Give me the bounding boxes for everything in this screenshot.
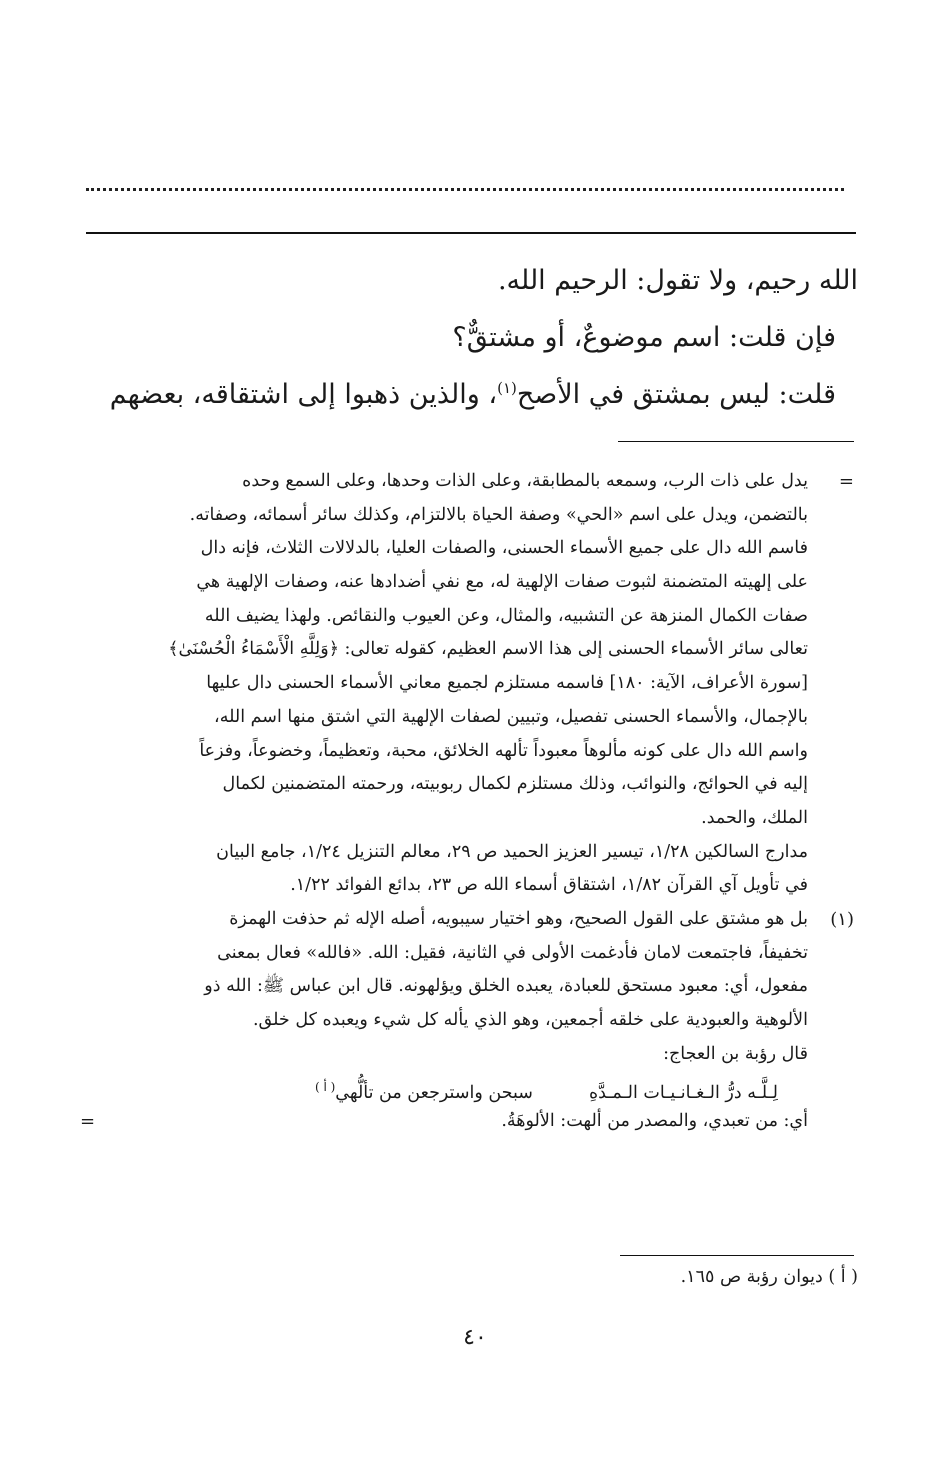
main-line-3-b: ، والذين ذهبوا إلى اشتقاقه، بعضهم (109, 379, 498, 410)
footnote-line: تعالى سائر الأسماء الحسنى إلى هذا الاسم العظيم، كقوله تعالى: ﴿وَلِلَّهِ الْأَسْمَاءُ الْحُسْنَىٰ﴾ (168, 639, 808, 660)
footnote-line: قال رؤبة بن العجاج: (663, 1043, 808, 1064)
second-footnote-rule (620, 1255, 854, 1256)
footnote-line: إليه في الحوائج، والنوائب، وذلك مستلزم لكمال ربوبيته، ورحمته المتضمنين لكمال (222, 774, 808, 795)
main-line-3-a: قلت: ليس بمشتق في الأصح (516, 379, 836, 410)
verse-first-hemistich: لِـلَّـه درُّ الـغـانـيـات الـمـدَّهِ (588, 1083, 778, 1104)
footnote-line: فاسم الله دال على جميع الأسماء الحسنى، والصفات العليا، بالدلالات الثلاث، فإنه دال (200, 538, 808, 559)
footnote-line: (١) بل هو مشتق على القول الصحيح، وهو اختيار سيبويه، أصله الإله ثم حذفت الهمزة (86, 903, 858, 937)
footnote-line: الملك، والحمد. (701, 807, 808, 828)
second-footnote: ( أ ) ديوان رؤبة ص ١٦٥. (680, 1267, 858, 1287)
footnote-line: في تأويل آي القرآن ١/٨٢، اشتقاق أسماء الله ص ٢٣، بدائع الفوائد ١/٢٢. (290, 875, 808, 896)
main-line-2: فإن قلت: اسم موضوعٌ، أو مشتقٌّ؟ (452, 322, 836, 353)
footnote-ref-1: (١) (497, 379, 517, 397)
footnote-line: على إلهيته المتضمنة لثبوت صفات الإلهية له، مع نفي أضدادها عنه، وصفات الإلهية هي (196, 572, 808, 593)
page-number: ٤٠ (463, 1325, 487, 1350)
continuation-mark: = (838, 471, 854, 492)
header-rule (86, 232, 856, 234)
continuation-mark-end: = (80, 1111, 96, 1133)
verse-second-hemistich: سبحن واسترجعن من تألُّهي (335, 1083, 533, 1104)
footnote-line: بالإجمال، والأسماء الحسنى تفصيل، وتبيين لصفات الإلهية التي اشتق منها اسم الله، (214, 706, 808, 727)
footnote-rule (618, 441, 854, 442)
verse-line (86, 1071, 858, 1105)
footnote-line: مفعول، أي: معبود مستحق للعبادة، يعبده الخلق ويؤلهونه. قال ابن عباس ﷺ: الله ذو (204, 976, 808, 997)
footnote-line: [سورة الأعراف، الآية: ١٨٠] فاسمه مستلزم لجميع معاني الأسماء الحسنى دال عليها (206, 673, 808, 694)
verse-ref: ( أ ) (314, 1080, 336, 1095)
footnotes (80, 465, 858, 1139)
main-line-1: الله رحيم، ولا تقول: الرحيم الله. (497, 265, 858, 296)
dotted-separator (86, 174, 844, 191)
footnote-line: الألوهية والعبودية على خلقه أجمعين، وهو الذي يأله كل شيء ويعبده كل خلق. (252, 1010, 808, 1030)
footnote-line: تخفيفاً، فاجتمعت لامان فأدغمت الأولى في الثانية، فقيل: الله. «فالله» فعال بمعنى (217, 942, 808, 963)
footnote-line: مدارج السالكين ١/٢٨، تيسير العزيز الحميد ص ٢٩، معالم التنزيل ١/٢٤، جامع البيان (216, 841, 808, 862)
footnote-line: أي: من تعبدي، والمصدر من ألهت: الألوهَةُ. = (86, 1105, 858, 1139)
footnote-line: = يدل على ذات الرب، وسمعه بالمطابقة، وعلى الذات وحدها، وعلى السمع وحده (86, 465, 858, 499)
footnote-line: واسم الله دال على كونه مألوهاً معبوداً تألهه الخلائق، محبة، وتعظيماً، وخضوعاً، وفزعاً (199, 740, 808, 761)
footnote-line: صفات الكمال المنزهة عن التشبيه، والمثال، وعن العيوب والنقائص. ولهذا يضيف الله (204, 605, 808, 626)
footnote-line: بالتضمن، ويدل على اسم «الحي» وصفة الحياة بالالتزام، وكذلك سائر أسمائه، وصفاته. (189, 504, 808, 525)
footnote-marker: (١) (830, 908, 854, 930)
main-line-3 (86, 366, 858, 423)
main-text (86, 252, 858, 423)
